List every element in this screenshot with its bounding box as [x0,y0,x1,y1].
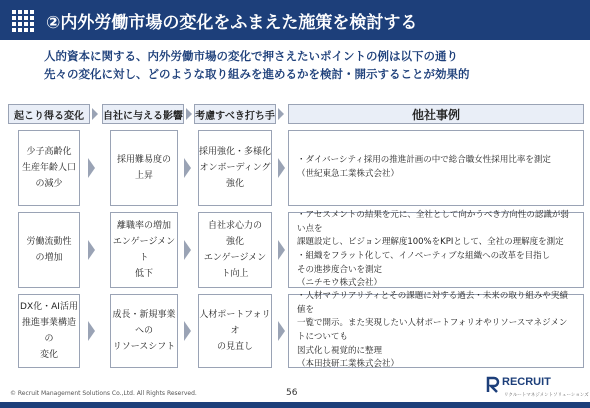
row-arrow-icon [184,158,191,178]
impact-cell: 成長・新規事業 への リソースシフト [110,294,178,368]
header-change: 起こり得る変化 [8,104,90,124]
header-action: 考慮すべき打ち手 [194,104,276,124]
header-arrow-icon [186,108,192,120]
row-arrow-icon [88,240,95,260]
slide-title: ②内外労働市場の変化をふまえた施策を検討する [46,13,418,33]
case-cell: ・人材マテリアリティとその課題に対する過去・未来の取り組みや実績値を 一覧で開示。また実現したい人材ポートフォリオやリソースマネジメントについても 図式化し視覚的に整理 （本田技研工業株式会社） [288,294,584,368]
change-cell: 少子高齢化 生産年齢人口 の減少 [18,130,80,206]
logo-text: RECRUIT [502,376,551,388]
row-arrow-icon [184,321,191,341]
title-bar [0,0,590,40]
logo-subtext: リクルートマネジメントソリューションズ [504,393,589,398]
header-arrow-icon [278,108,284,120]
lead-text-1: 人的資本に関する、内外労働市場の変化で押さえたいポイントの例は以下の通り [44,49,458,63]
header-impact: 自社に与える影響 [102,104,184,124]
copyright-text: © Recruit Management Solutions Co.,Ltd. All Rights Reserved. [10,390,197,397]
action-cell: 自社求心力の 強化 エンゲージメン ト向上 [198,212,272,288]
row-arrow-icon [278,321,285,341]
grid-icon [12,10,34,32]
case-cell: ・アセスメントの結果を元に、全社として向かうべき方向性の認識が弱い点を 課題設定し、ビジョン理解度100%をKPIとして、全社の理解度を測定 ・組織をフラット化して、イノベーティブな組織への改革を目指し その進捗度合いを測定 （ニチモウ株式会社） [288,212,584,288]
header-cases: 他社事例 [288,104,584,124]
row-arrow-icon [88,158,95,178]
action-cell: 採用強化・多様化 オンボーディング 強化 [198,130,272,206]
recruit-logo [486,372,589,402]
page-number: 56 [286,388,298,398]
footer-bar [0,402,590,408]
case-cell: ・ダイバーシティ採用の推進計画の中で総合職女性採用比率を測定 （世紀東急工業株式会社） [288,130,584,206]
row-arrow-icon [278,158,285,178]
row-arrow-icon [278,240,285,260]
impact-cell: 採用難易度の 上昇 [110,130,178,206]
row-arrow-icon [88,321,95,341]
action-cell: 人材ポートフォリオ の見直し [198,294,272,368]
change-cell: 労働流動性 の増加 [18,212,80,288]
impact-cell: 離職率の増加 エンゲージメント 低下 [110,212,178,288]
change-cell: DX化・AI活用 推進事業構造の 変化 [18,294,80,368]
recruit-logo-icon [486,374,500,394]
header-arrow-icon [92,108,98,120]
lead-text-2: 先々の変化に対し、どのような取り組みを進めるかを検討・開示することが効果的 [44,67,470,81]
row-arrow-icon [184,240,191,260]
